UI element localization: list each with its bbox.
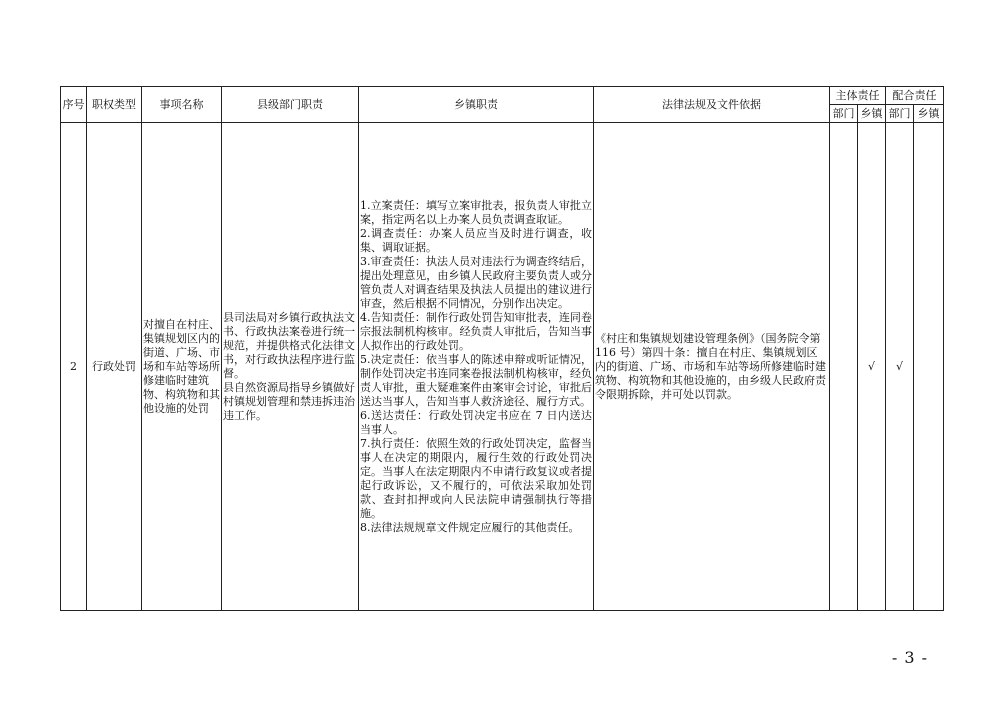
header-power-type: 职权类型 (87, 87, 142, 123)
county-duty-para: 县司法局对乡镇行政执法文书、行政执法案卷进行统一规范，并提供格式化法律文书，对行政执法程序进行监督。 (223, 310, 355, 380)
header-coop-dept: 部门 (886, 105, 914, 123)
row-seq: 2 (61, 123, 87, 611)
row-town-duty (359, 123, 594, 611)
row-county-duty (222, 123, 359, 611)
town-duty-item: 1.立案责任：填写立案审批表，报负责人审批立案，指定两名以上办案人员负责调查取证。 (360, 198, 592, 226)
town-duty-item: 8.法律法规规章文件规定应履行的其他责任。 (360, 520, 580, 534)
town-duty-item: 4.告知责任：制作行政处罚告知审批表，连同卷宗报法制机构核审。经负责人审批后，告知当事人拟作出的行政处罚。 (360, 310, 592, 352)
responsibility-table (60, 86, 944, 611)
page-number: - 3 - (891, 648, 928, 667)
header-seq: 序号 (61, 87, 87, 123)
town-duty-item: 3.审查责任：执法人员对违法行为调查终结后，提出处理意见，由乡镇人民政府主要负责人或分管负责人对调查结果及执法人员提出的建议进行审查，然后根据不同情况，分别作出决定。 (360, 254, 592, 310)
header-legal-basis: 法律法规及文件依据 (594, 87, 830, 123)
county-duty-para: 县自然资源局指导乡镇做好村镇规划管理和禁违拆违治违工作。 (223, 380, 355, 422)
header-row-1 (61, 87, 944, 105)
table-row (61, 123, 944, 611)
header-main-dept: 部门 (830, 105, 858, 123)
town-duty-item: 5.决定责任：依当事人的陈述申辩或听证情况，制作处罚决定书连同案卷报法制机构核审，经负责人审批，重大疑难案件由案审会讨论，审批后送达当事人，告知当事人救济途径、履行方式。 (360, 352, 592, 408)
row-coop-town (914, 123, 944, 611)
town-duty-item: 6.送达责任：行政处罚决定书应在 7 日内送达当事人。 (360, 408, 592, 436)
header-item-name: 事项名称 (142, 87, 222, 123)
item-name-text: 对擅自在村庄、集镇规划区内的街道、广场、市场和车站等场所修建临时建筑物、构筑物和其他设施的处罚 (143, 317, 220, 415)
header-coop-resp: 配合责任 (886, 87, 944, 105)
legal-basis-text: 《村庄和集镇规划建设管理条例》（国务院令第 116 号）第四十条：擅自在村庄、集镇规划区内的街道、广场、市场和车站等场所修建临时建筑物、构筑物和其他设施的，由乡级人民政府责令限期拆除，并可处以罚款。 (595, 331, 826, 401)
row-coop-dept: √ (886, 123, 914, 611)
town-duty-item: 2.调查责任：办案人员应当及时进行调查，收集、调取证据。 (360, 226, 592, 254)
row-item-name (142, 123, 222, 611)
row-power-type: 行政处罚 (87, 123, 142, 611)
header-main-town: 乡镇 (858, 105, 886, 123)
row-main-town: √ (858, 123, 886, 611)
header-main-resp: 主体责任 (830, 87, 886, 105)
town-duty-item: 7.执行责任：依照生效的行政处罚决定，监督当事人在决定的期限内，履行生效的行政处罚决定。当事人在法定期限内不申请行政复议或者提起行政诉讼，又不履行的，可依法采取加处罚款、查封扣押或向人民法院申请强制执行等措施。 (360, 436, 592, 520)
header-county-duty: 县级部门职责 (222, 87, 359, 123)
row-main-dept (830, 123, 858, 611)
row-legal-basis (594, 123, 830, 611)
header-town-duty: 乡镇职责 (359, 87, 594, 123)
header-coop-town: 乡镇 (914, 105, 944, 123)
